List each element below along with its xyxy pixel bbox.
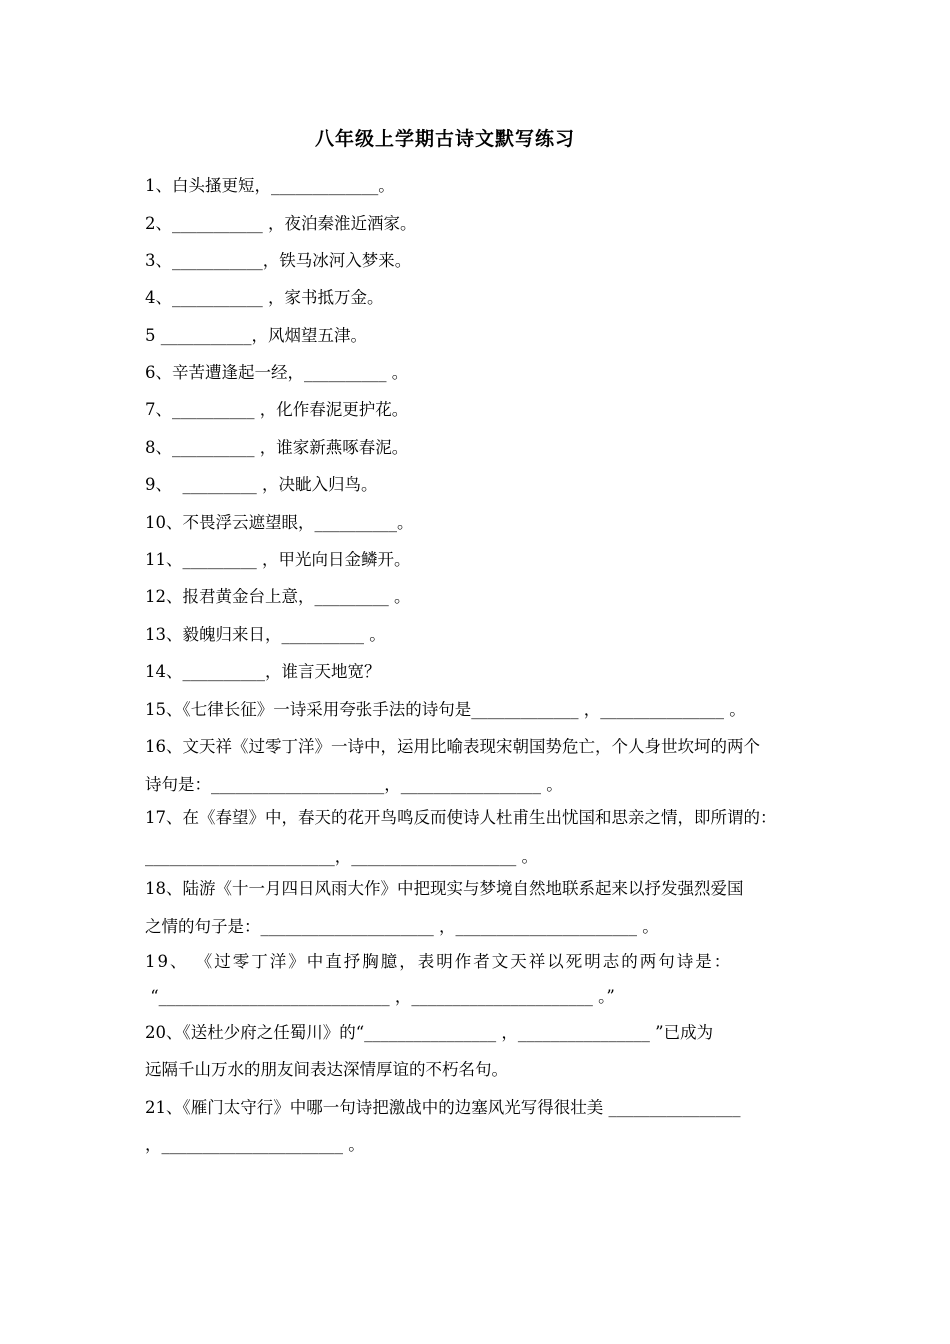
question-3: 3、___________，铁马冰河入梦来。 <box>145 251 412 270</box>
question-17-line-1: 17、在《春望》中，春天的花开鸟鸣反而使诗人杜甫生出忧国和思亲之情，即所谓的： <box>145 808 777 827</box>
question-18-line-1: 18、陆游《十一月四日风雨大作》中把现实与梦境自然地联系起来以抒发强烈爱国 <box>145 879 744 898</box>
question-8: 8、__________ ，谁家新燕啄春泥。 <box>145 438 409 457</box>
question-17-line-2: _______________________，____________________ 。 <box>145 847 538 866</box>
question-16-line-2: 诗句是：_____________________，_________________ 。 <box>145 775 563 794</box>
question-20-line-1: 20、《送杜少府之任蜀川》的“________________ ，________________ ”已成为 <box>145 1023 714 1042</box>
question-4: 4、___________ ，家书抵万金。 <box>145 288 384 307</box>
question-9: 9、 _________ ，决眦入归鸟。 <box>145 475 378 494</box>
page-title: 八年级上学期古诗文默写练习 <box>314 128 575 150</box>
question-6: 6、辛苦遭逢起一经，__________ 。 <box>145 363 409 382</box>
question-14: 14、__________，谁言天地宽？ <box>145 662 381 681</box>
question-19-line-2: “____________________________ ，______________________ 。” <box>145 987 615 1006</box>
question-1: 1、白头搔更短，_____________。 <box>145 176 395 195</box>
question-16-line-1: 16、文天祥《过零丁洋》一诗中，运用比喻表现宋朝国势危亡，个人身世坎坷的两个 <box>145 737 760 756</box>
question-10: 10、不畏浮云遮望眼，__________。 <box>145 513 414 532</box>
question-13: 13、毅魄归来日，__________ 。 <box>145 625 386 644</box>
question-19-line-1: 19、 《过零丁洋》中直抒胸臆，表明作者文天祥以死明志的两句诗是： <box>145 952 733 971</box>
question-20-line-2: 远隔千山万水的朋友间表达深情厚谊的不朽名句。 <box>145 1060 508 1079</box>
question-18-line-2: 之情的句子是：_____________________ ，______________________ 。 <box>145 917 659 936</box>
question-21-line-2: ，______________________ 。 <box>145 1135 365 1154</box>
question-11: 11、_________ ，甲光向日金鳞开。 <box>145 550 411 569</box>
question-7: 7、__________ ，化作春泥更护花。 <box>145 400 409 419</box>
question-12: 12、报君黄金台上意，_________ 。 <box>145 587 411 606</box>
question-2: 2、___________ ，夜泊秦淮近酒家。 <box>145 214 417 233</box>
question-5: 5 ___________，风烟望五津。 <box>145 326 367 345</box>
question-21-line-1: 21、《雁门太守行》中哪一句诗把激战中的边塞风光写得很壮美 ________________ <box>145 1098 741 1117</box>
question-15: 15、《七律长征》一诗采用夸张手法的诗句是_____________ ，_______________ 。 <box>145 700 746 719</box>
